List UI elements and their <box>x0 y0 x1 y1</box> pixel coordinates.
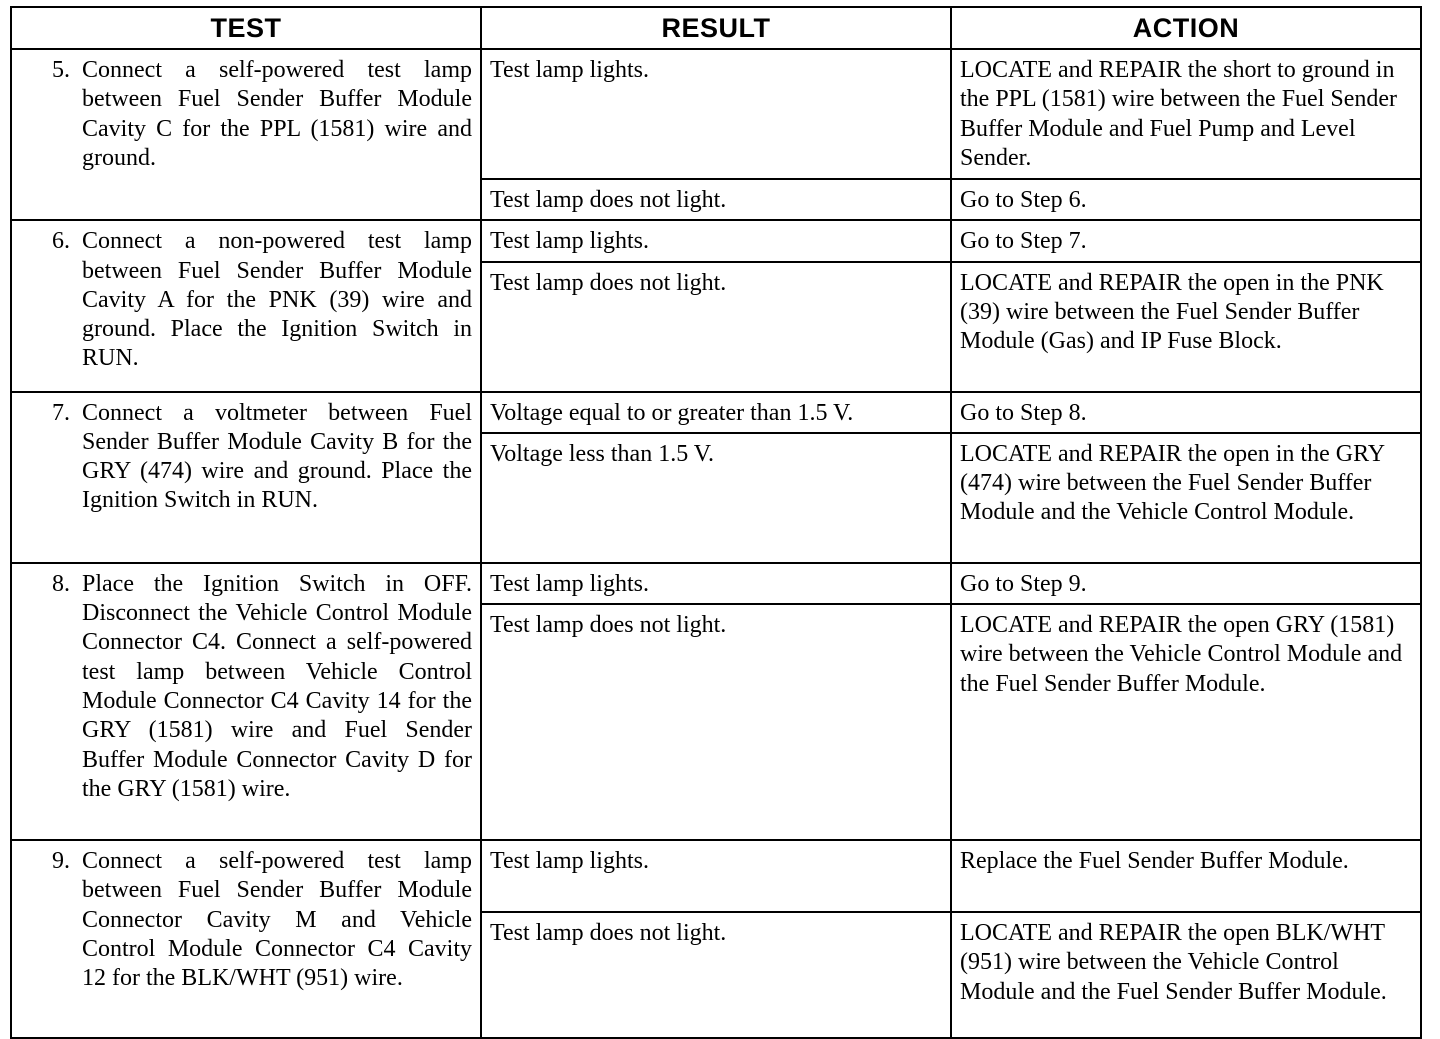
action-cell: LOCATE and REPAIR the open GRY (1581) wire between the Vehicle Control Module and the Fuel Sender Buffer Module. <box>951 604 1421 840</box>
header-test: TEST <box>11 7 481 49</box>
result-cell: Test lamp lights. <box>481 49 951 179</box>
table-row <box>11 49 1421 179</box>
action-cell: Replace the Fuel Sender Buffer Module. <box>951 840 1421 912</box>
result-cell: Test lamp does not light. <box>481 262 951 392</box>
step-test-text: Connect a non-powered test lamp between Fuel Sender Buffer Module Cavity A for the PNK (39) wire and ground. Place the Ignition Switch in RUN. <box>82 228 472 372</box>
result-cell: Test lamp does not light. <box>481 604 951 840</box>
header-result: RESULT <box>481 7 951 49</box>
action-cell: Go to Step 9. <box>951 563 1421 604</box>
result-cell: Test lamp lights. <box>481 563 951 604</box>
action-cell: Go to Step 7. <box>951 220 1421 261</box>
step-number: 8. <box>52 570 70 597</box>
step-test-text: Connect a self-powered test lamp between Fuel Sender Buffer Module Connector Cavity M and Vehicle Control Module Connector C4 Cavity 12 for the BLK/WHT (951) wire. <box>82 848 472 992</box>
test-cell-step-5 <box>11 49 481 220</box>
result-cell: Test lamp lights. <box>481 220 951 261</box>
result-cell: Voltage less than 1.5 V. <box>481 433 951 563</box>
step-test-text: Connect a self-powered test lamp between Fuel Sender Buffer Module Cavity C for the PPL (1581) wire and ground. <box>82 57 472 171</box>
step-number: 9. <box>52 848 70 875</box>
table-row <box>11 392 1421 433</box>
table-row <box>11 563 1421 604</box>
result-cell: Test lamp lights. <box>481 840 951 912</box>
diagnostic-table <box>10 6 1422 1039</box>
result-cell: Test lamp does not light. <box>481 179 951 220</box>
action-cell: LOCATE and REPAIR the open in the GRY (474) wire between the Fuel Sender Buffer Module and the Vehicle Control Module. <box>951 433 1421 563</box>
step-test-text: Connect a voltmeter between Fuel Sender Buffer Module Cavity B for the GRY (474) wire and ground. Place the Ignition Switch in RUN. <box>82 399 472 514</box>
header-action: ACTION <box>951 7 1421 49</box>
action-cell: Go to Step 8. <box>951 392 1421 433</box>
action-cell: LOCATE and REPAIR the open in the PNK (39) wire between the Fuel Sender Buffer Module (Gas) and IP Fuse Block. <box>951 262 1421 392</box>
step-test-text: Place the Ignition Switch in OFF. Disconnect the Vehicle Control Module Connector C4. Connect a self-powered test lamp between Vehicle Control Module Connector C4 Cavity 14 for the GRY (1581) wire and Fuel Sender Buffer Module Connector Cavity D for the GRY (1581) wire. <box>82 570 472 802</box>
test-cell-step-8 <box>11 563 481 840</box>
result-cell: Voltage equal to or greater than 1.5 V. <box>481 392 951 433</box>
action-cell: LOCATE and REPAIR the open BLK/WHT (951) wire between the Vehicle Control Module and the Fuel Sender Buffer Module. <box>951 912 1421 1038</box>
action-cell: LOCATE and REPAIR the short to ground in the PPL (1581) wire between the Fuel Sender Buffer Module and Fuel Pump and Level Sender. <box>951 49 1421 179</box>
test-cell-step-9 <box>11 840 481 1038</box>
action-cell: Go to Step 6. <box>951 179 1421 220</box>
test-cell-step-7 <box>11 392 481 563</box>
table-row <box>11 840 1421 912</box>
diagnostic-table-container <box>10 6 1420 1039</box>
test-cell-step-6 <box>11 220 481 391</box>
table-row <box>11 220 1421 261</box>
header-row <box>11 7 1421 49</box>
result-cell: Test lamp does not light. <box>481 912 951 1038</box>
step-number: 7. <box>52 399 70 426</box>
step-number: 5. <box>52 57 70 83</box>
step-number: 6. <box>52 228 70 255</box>
